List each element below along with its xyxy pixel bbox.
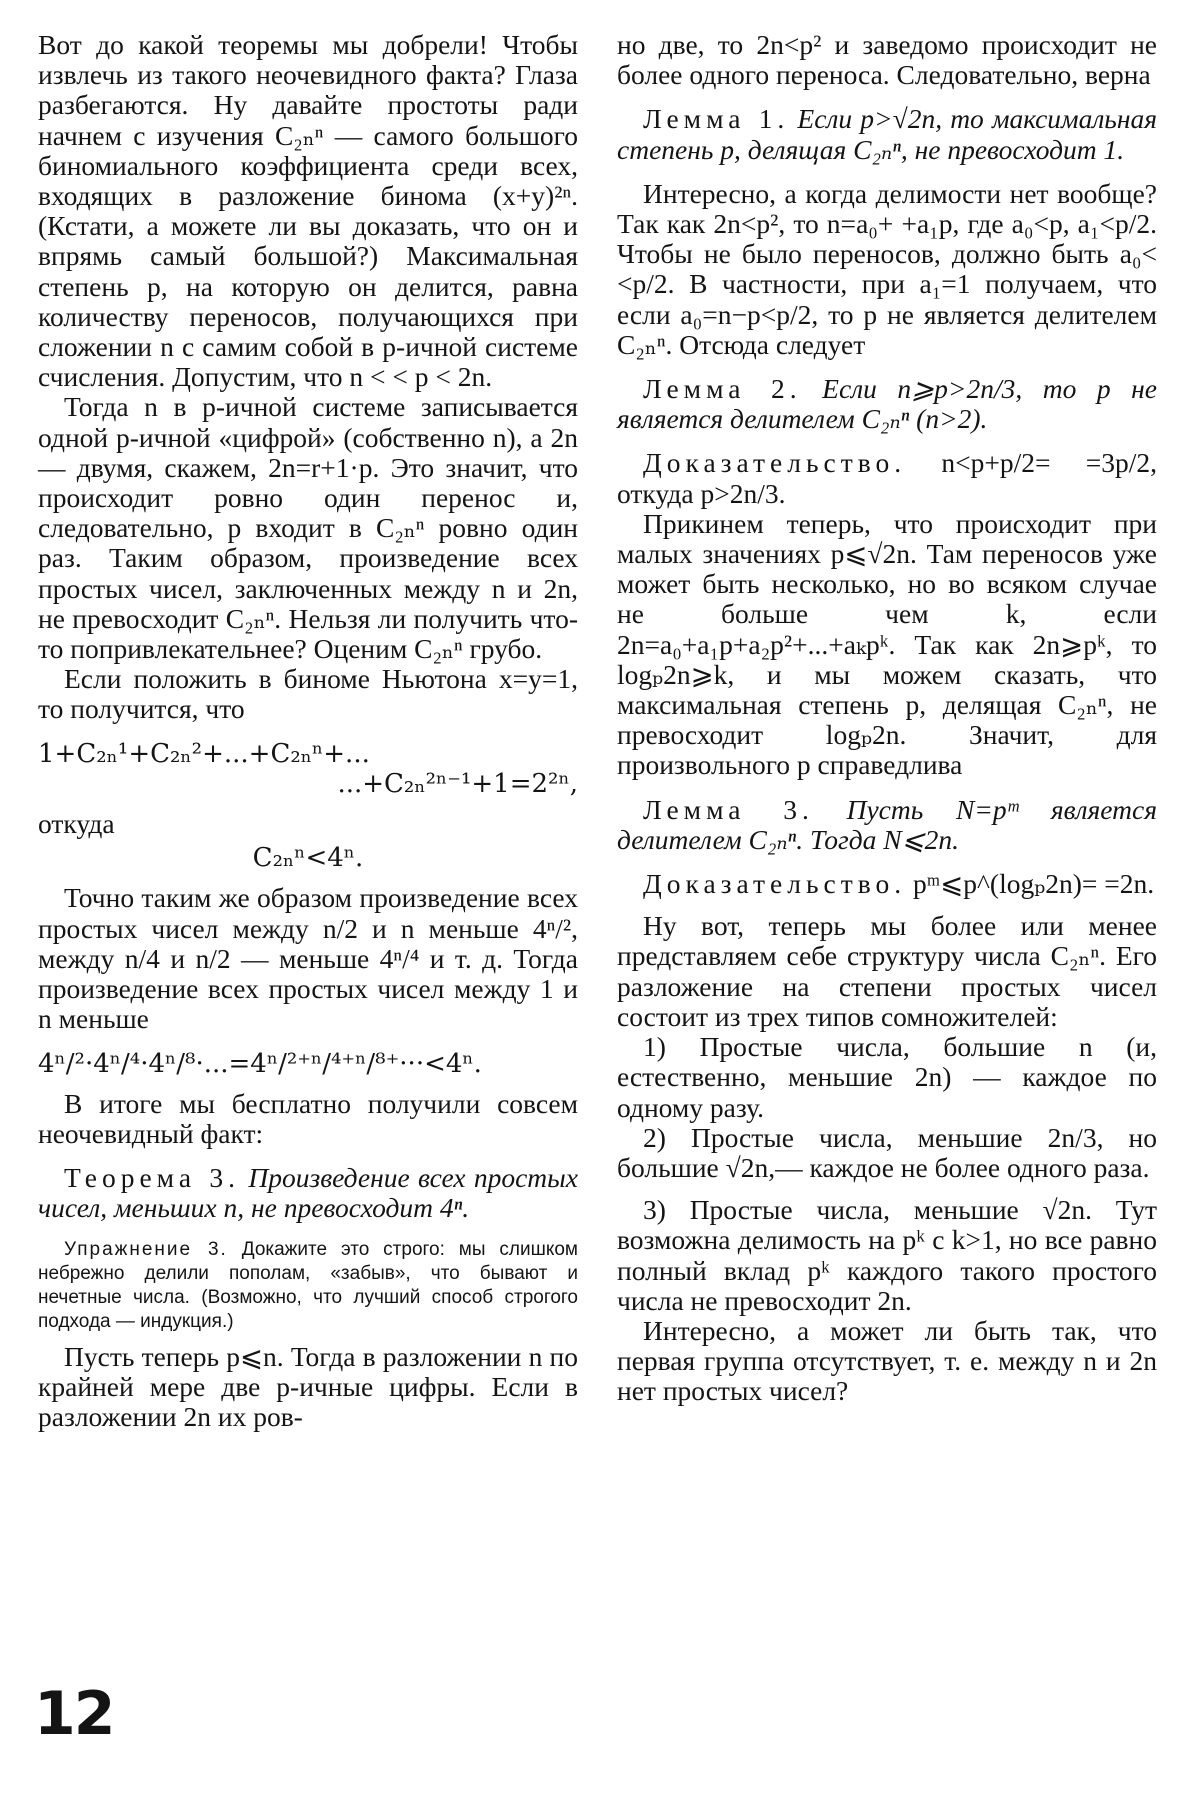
theorem-heading: Теорема 3. — [64, 1162, 241, 1194]
lemma-statement: Если p>√2n, то максимальная степень p, делящая C₂ₙⁿ, не превосходит 1. — [617, 103, 1158, 165]
paragraph: В итоге мы бесплатно получили совсем неочевидный факт: — [38, 1087, 578, 1149]
page-number: 12 — [34, 1679, 114, 1749]
formula-line: 1+C₂ₙ¹+C₂ₙ²+...+C₂ₙⁿ+... — [38, 738, 370, 769]
lemma-statement: Если n⩾p>2n/3, то p не является делителем C₂ₙⁿ (n>2). — [617, 373, 1157, 435]
proof-text: pᵐ⩽p^(logₚ2n)= =2n. — [913, 868, 1155, 900]
paragraph: Тогда n в p-ичной системе записывается одной p-ичной «цифрой» (собственно n), а 2n — двумя, скажем, 2n=r+1·p. Это значит, что происходит ровно один перенос и, следовательно, p входит в C₂ₙⁿ ровно один раз. Таким образом, произведение всех простых чисел, заключенных между n и 2n, не превосходит C₂ₙⁿ. Нельзя ли получить что-то попривлекательнее? Оценим C₂ₙⁿ грубо. — [38, 391, 578, 665]
paragraph: Вот до какой теоремы мы добрели! Чтобы извлечь из такого неочевидного факта? Глаза разбегаются. Ну давайте простоты ради начнем с изучения C₂ₙⁿ — самого большого биномиального коэффициента среди всех, входящих в разложение бинома (x+y)²ⁿ. (Кстати, а можете ли вы доказать, что он и впрямь самый большой?) Максимальная степень p, на которую он делится, равна количеству переносов, получающихся при сложении n с самим собой в p-ичной системе счисления. Допустим, что n < < p < 2n. — [38, 29, 578, 393]
lemma-heading: Лемма 3. — [643, 793, 814, 825]
theorem-3 — [38, 1163, 578, 1223]
theorem-statement: Произведение всех простых чисел, меньших n, не превосходит 4ⁿ. — [38, 1162, 578, 1224]
lemma-heading: Лемма 2. — [643, 373, 802, 405]
binomial-sum-formula — [38, 739, 578, 799]
left-column — [38, 30, 578, 1432]
paragraph: но две, то 2n<p² и заведомо происходит не более одного переноса. Следовательно, верна — [617, 29, 1157, 91]
lemma-heading: Лемма 1. — [643, 103, 790, 135]
paragraph: Если положить в биноме Ньютона x=y=1, то получится, что — [38, 663, 578, 725]
paragraph: Точно таким же образом произведение всех простых чисел между n/2 и n меньше 4ⁿ/², между n/4 и n/2 — меньше 4ⁿ/⁴ и т. д. Тогда произведение всех простых чисел между 1 и n меньше — [38, 882, 578, 1035]
proof-text: n<p+p/2= =3p/2, откуда p>2n/3. — [617, 447, 1157, 509]
proof-1 — [617, 448, 1157, 508]
list-item: 2) Простые числа, меньшие 2n/3, но большие √2n,— каждое не более одного раза. — [617, 1121, 1157, 1183]
product-formula — [38, 1049, 578, 1079]
paragraph: Прикинем теперь, что происходит при малых значениях p⩽√2n. Там переносов уже может быть несколько, но во всяком случае не больше чем k, если 2n=a₀+a₁p+a₂p²+...+aₖpᵏ. Так как 2n⩾pᵏ, то logₚ2n⩾k, и мы можем сказать, что максимальная степень p, делящая C₂ₙⁿ, не превосходит logₚ2n. Значит, для произвольного p справедлива — [617, 507, 1157, 781]
paragraph: Интересно, а когда делимости нет вообще? Так как 2n<p², то n=a₀+ +a₁p, где a₀<p, a₁<p/2. Чтобы не было переносов, должно быть a₀< <p/2. В частности, при a₁=1 получаем, что если a₀=n−p<p/2, то p не является делителем C₂ₙⁿ. Отсюда следует — [617, 177, 1157, 360]
inequality-formula — [38, 843, 578, 873]
list-item: 1) Простые числа, большие n (и, естественно, меньшие 2n) — каждое по одному разу. — [617, 1031, 1157, 1123]
proof-heading: Доказательство. — [643, 447, 907, 479]
formula-line: ...+C₂ₙ²ⁿ⁻¹+1=2²ⁿ, — [337, 768, 578, 799]
formula-line: C₂ₙⁿ<4ⁿ. — [252, 843, 364, 874]
lemma-statement: Пусть N=pᵐ является делителем C₂ₙⁿ. Тогда N⩽2n. — [617, 793, 1158, 855]
paragraph: Интересно, а может ли быть так, что первая группа отсутствует, т. е. между n и 2n нет простых чисел? — [617, 1314, 1157, 1407]
lemma-3 — [617, 795, 1157, 855]
proof-heading: Доказательство. — [643, 868, 907, 900]
exercise-text: Докажите это строго: мы слишком небрежно делили пополам, «забыв», что бывают и нечетные числа. (Возможно, что лучший способ строгого подхода — индукция.) — [38, 1238, 578, 1332]
proof-2 — [617, 869, 1157, 899]
paragraph: Пусть теперь p⩽n. Тогда в разложении n по крайней мере две p-ичные цифры. Если в разложении 2n их ров- — [38, 1340, 578, 1432]
right-column — [617, 30, 1157, 1407]
lemma-2 — [617, 374, 1157, 434]
exercise-3 — [38, 1238, 578, 1334]
paragraph: Ну вот, теперь мы более или менее представляем себе структуру числа C₂ₙⁿ. Его разложение на степени простых чисел состоит из трех типов сомножителей: — [617, 910, 1157, 1032]
list-item: 3) Простые числа, меньшие √2n. Тут возможна делимость на pᵏ с k>1, но все равно полный вклад pᵏ каждого такого простого числа не превосходит 2n. — [617, 1194, 1157, 1316]
paragraph: откуда — [38, 808, 115, 840]
lemma-1 — [617, 104, 1157, 164]
formula-line: 4ⁿ/²·4ⁿ/⁴·4ⁿ/⁸·...=4ⁿ/²⁺ⁿ/⁴⁺ⁿ/⁸⁺···<4ⁿ. — [38, 1048, 482, 1079]
exercise-heading: Упражнение 3. — [64, 1238, 228, 1260]
